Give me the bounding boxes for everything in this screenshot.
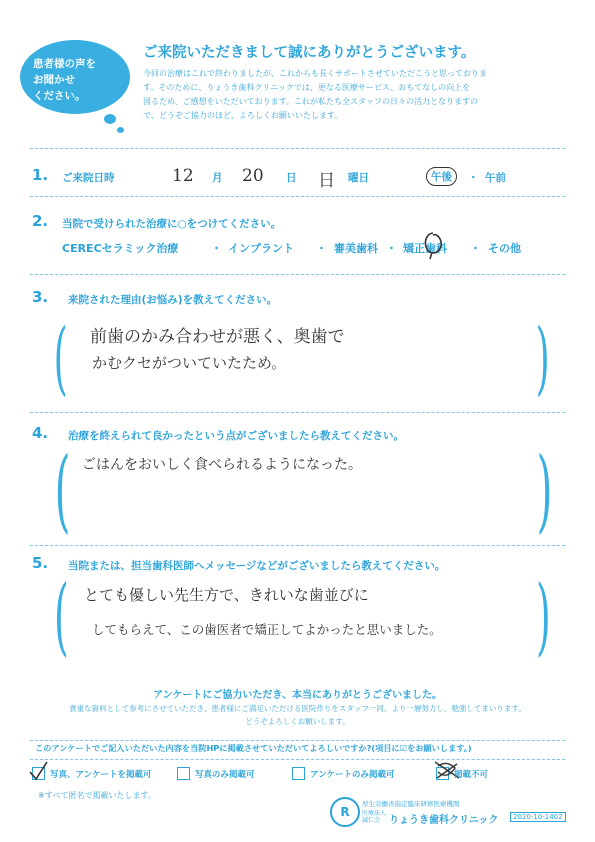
open-paren: ( (54, 567, 69, 665)
close-paren: ) (536, 438, 553, 543)
treatment-option-implant[interactable]: インプラント (228, 242, 294, 255)
treatment-option-esthetic[interactable]: 審美歯科 (334, 242, 378, 255)
intro-line: 今回の治療はこれで終わりましたが、これからも長くサポートさせていただこうと思っておりま (143, 69, 487, 78)
close-paren: ) (536, 567, 551, 665)
thanks-line: 貴重な資料として参考にさせていただき、患者様にご満足いただける医院作りをスタッフ一同、より一層努力し、勉強してまいります。 (69, 704, 526, 713)
bubble-text (33, 56, 123, 104)
bubble-line: お聞かせ (33, 74, 75, 86)
corp-line: 医療法人 (362, 810, 387, 817)
question-label: 当院または、担当歯科医師へメッセージなどがございましたら教えてください。 (68, 560, 446, 572)
org-line: 厚生労働省指定臨床研修医療機関 (362, 800, 460, 808)
consent-option-label: 掲載不可 (454, 770, 489, 780)
month-label: 月 (212, 172, 223, 184)
answer-line[interactable]: 前歯のかみ合わせが悪く、奥歯で (90, 327, 345, 347)
thanks-line: どうぞよろしくお願いします。 (245, 717, 350, 726)
intro-line: 図るため、ご感想をいただいております。これが私たち全スタッフの日々の活力となりますの (143, 97, 479, 106)
consent-checkbox-photo-only[interactable] (177, 767, 190, 780)
clinic-name: りょうき歯科クリニック (389, 815, 499, 826)
separator: ・ (316, 242, 327, 255)
divider (30, 274, 565, 275)
handwritten-circle-mark (420, 230, 446, 260)
treatment-option-other[interactable]: その他 (488, 242, 521, 255)
month-value[interactable]: 12 (172, 166, 194, 186)
consent-option-label: 写真、アンケートを掲載可 (50, 770, 152, 780)
intro-text (143, 67, 563, 123)
day-label: 日 (286, 172, 297, 184)
thanks-title: アンケートにご協力いただき、本当にありがとうございました。 (153, 690, 442, 701)
am-option[interactable]: 午前 (485, 172, 506, 184)
question-number: 1. (32, 166, 49, 184)
corp-line: 誠仁会 (362, 817, 381, 824)
answer-line[interactable]: ごはんをおいしく食べられるようになった。 (82, 457, 362, 473)
bubble-line: 患者様の声を (33, 58, 96, 70)
consent-checkbox-survey-only[interactable] (292, 767, 305, 780)
intro-line: す。そのために、りょうき歯科クリニックでは、更なる医療サービス、おもてなしの向上を (143, 83, 471, 92)
answer-line[interactable]: とても優しい先生方で、きれいな歯並びに (84, 586, 369, 604)
clinic-logo: R (330, 797, 360, 827)
divider (30, 545, 565, 546)
thanks-body (20, 702, 575, 728)
anonymity-note: ※すべて匿名で掲載いたします。 (38, 791, 156, 800)
question-number: 4. (32, 424, 49, 442)
weekday-value[interactable]: 日 (318, 171, 335, 191)
question-label: 治療を終えられて良かったという点がございましたら教えてください。 (68, 430, 404, 442)
close-paren: ) (535, 311, 550, 404)
bubble-dot (104, 114, 116, 124)
divider (30, 412, 565, 413)
checkmark-icon (27, 760, 49, 782)
weekday-label: 曜日 (348, 172, 369, 184)
day-value[interactable]: 20 (242, 166, 264, 186)
open-paren: ( (54, 438, 71, 543)
bubble-dot (117, 127, 124, 133)
question-label: 来院された理由(お悩み)を教えてください。 (68, 294, 278, 306)
separator: ・ (386, 242, 397, 255)
divider (30, 196, 565, 197)
open-paren: ( (53, 311, 68, 404)
consent-option-label: 写真のみ掲載可 (195, 770, 255, 780)
answer-line[interactable]: してもらえて、この歯医者で矯正してよかったと思いました。 (92, 622, 442, 637)
question-number: 5. (32, 554, 49, 572)
separator: ・ (211, 242, 222, 255)
treatment-option-cerec[interactable]: CERECセラミック治療 (62, 242, 179, 255)
consent-option-label: アンケートのみ掲載可 (310, 770, 395, 780)
question-label: 当院で受けられた治療に○をつけてください。 (62, 218, 282, 230)
page-title: ご来院いただきまして誠にありがとうございます。 (143, 45, 476, 61)
bubble-line: ください。 (33, 90, 86, 102)
pm-option-circled[interactable]: 午後 (426, 167, 457, 186)
separator: ・ (468, 172, 479, 184)
question-number: 3. (32, 288, 49, 306)
treatment-option-orthodontics[interactable]: 矯正歯科 (403, 242, 447, 255)
form-code: 2020-10-1402 (510, 812, 566, 822)
question-label: ご来院日時 (62, 172, 115, 184)
corp-name (362, 810, 386, 824)
divider (30, 148, 565, 149)
intro-line: で、どうぞご協力のほど、よろしくお願いいたします。 (143, 111, 343, 120)
consent-question: このアンケートでご記入いただいた内容を当院HPに掲載させていただいてよろしいですか?(項目に☑をお願いします。) (35, 743, 472, 753)
separator: ・ (470, 242, 481, 255)
question-number: 2. (32, 212, 49, 230)
answer-line[interactable]: かむクセがついていたため。 (92, 354, 287, 372)
